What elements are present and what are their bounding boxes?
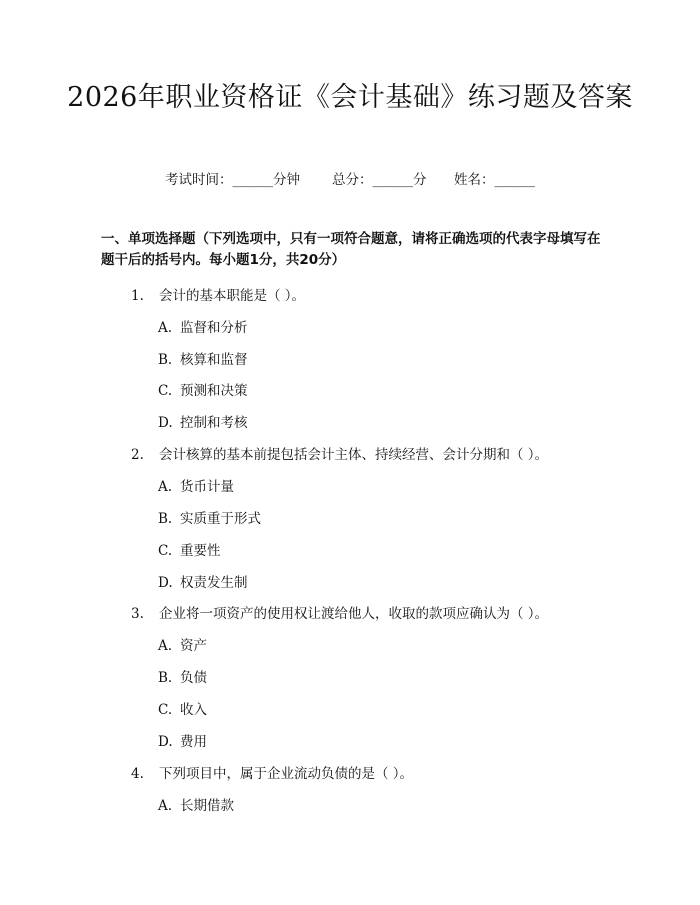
question-3-option-b[interactable] xyxy=(158,666,207,686)
option-text: 长期借款 xyxy=(180,798,234,814)
question-1-option-b[interactable] xyxy=(158,348,248,368)
question-2-option-b[interactable] xyxy=(158,507,261,527)
question-2-option-a[interactable] xyxy=(158,475,234,495)
question-2-option-d[interactable] xyxy=(158,571,248,591)
option-text: 实质重于形式 xyxy=(180,511,261,527)
question-3-option-c[interactable] xyxy=(158,698,207,718)
option-letter: A. xyxy=(158,798,173,814)
question-text: 会计核算的基本前提包括会计主体、持续经营、会计分期和（ ）。 xyxy=(159,447,549,463)
option-text: 权责发生制 xyxy=(180,575,248,591)
question-3-option-d[interactable] xyxy=(158,730,207,750)
option-letter: A. xyxy=(158,479,173,495)
question-1 xyxy=(131,284,305,304)
question-number: 3. xyxy=(131,606,144,622)
question-number: 1. xyxy=(131,288,144,304)
option-letter: D. xyxy=(158,734,173,750)
option-text: 控制和考核 xyxy=(180,415,248,431)
question-number: 2. xyxy=(131,447,144,463)
question-4 xyxy=(131,762,413,782)
question-3 xyxy=(131,602,548,622)
option-text: 监督和分析 xyxy=(180,320,248,336)
option-letter: A. xyxy=(158,638,173,654)
option-text: 核算和监督 xyxy=(180,352,248,368)
question-1-option-a[interactable] xyxy=(158,316,248,336)
option-letter: C. xyxy=(158,383,173,399)
section-heading: 一、单项选择题（下列选项中，只有一项符合题意，请将正确选项的代表字母填写在题干后的括号内。每小题1分，共20分） xyxy=(101,231,601,268)
option-letter: B. xyxy=(158,511,173,527)
option-letter: D. xyxy=(158,415,173,431)
option-letter: D. xyxy=(158,575,173,591)
total-score-field: 总分：______分 xyxy=(332,172,427,188)
question-text: 下列项目中，属于企业流动负债的是（ ）。 xyxy=(159,766,414,782)
question-text: 企业将一项资产的使用权让渡给他人，收取的款项应确认为（ ）。 xyxy=(159,606,549,622)
document-title: 2026年职业资格证《会计基础》练习题及答案 xyxy=(67,82,633,113)
exam-time-field: 考试时间：______分钟 xyxy=(165,172,300,188)
question-1-option-d[interactable] xyxy=(158,411,248,431)
question-number: 4. xyxy=(131,766,144,782)
question-4-option-a[interactable] xyxy=(158,794,234,814)
option-text: 费用 xyxy=(180,734,207,750)
option-letter: B. xyxy=(158,670,173,686)
question-text: 会计的基本职能是（ ）。 xyxy=(159,288,306,304)
question-2 xyxy=(131,443,548,463)
option-text: 收入 xyxy=(180,702,207,718)
option-text: 资产 xyxy=(180,638,207,654)
question-3-option-a[interactable] xyxy=(158,634,207,654)
option-text: 货币计量 xyxy=(180,479,234,495)
option-letter: A. xyxy=(158,320,173,336)
question-1-option-c[interactable] xyxy=(158,379,248,399)
question-2-option-c[interactable] xyxy=(158,539,221,559)
option-text: 负债 xyxy=(180,670,207,686)
option-letter: C. xyxy=(158,702,173,718)
option-text: 重要性 xyxy=(180,543,221,559)
option-letter: B. xyxy=(158,352,173,368)
option-letter: C. xyxy=(158,543,173,559)
option-text: 预测和决策 xyxy=(180,383,248,399)
name-field: 姓名：______ xyxy=(454,172,535,188)
